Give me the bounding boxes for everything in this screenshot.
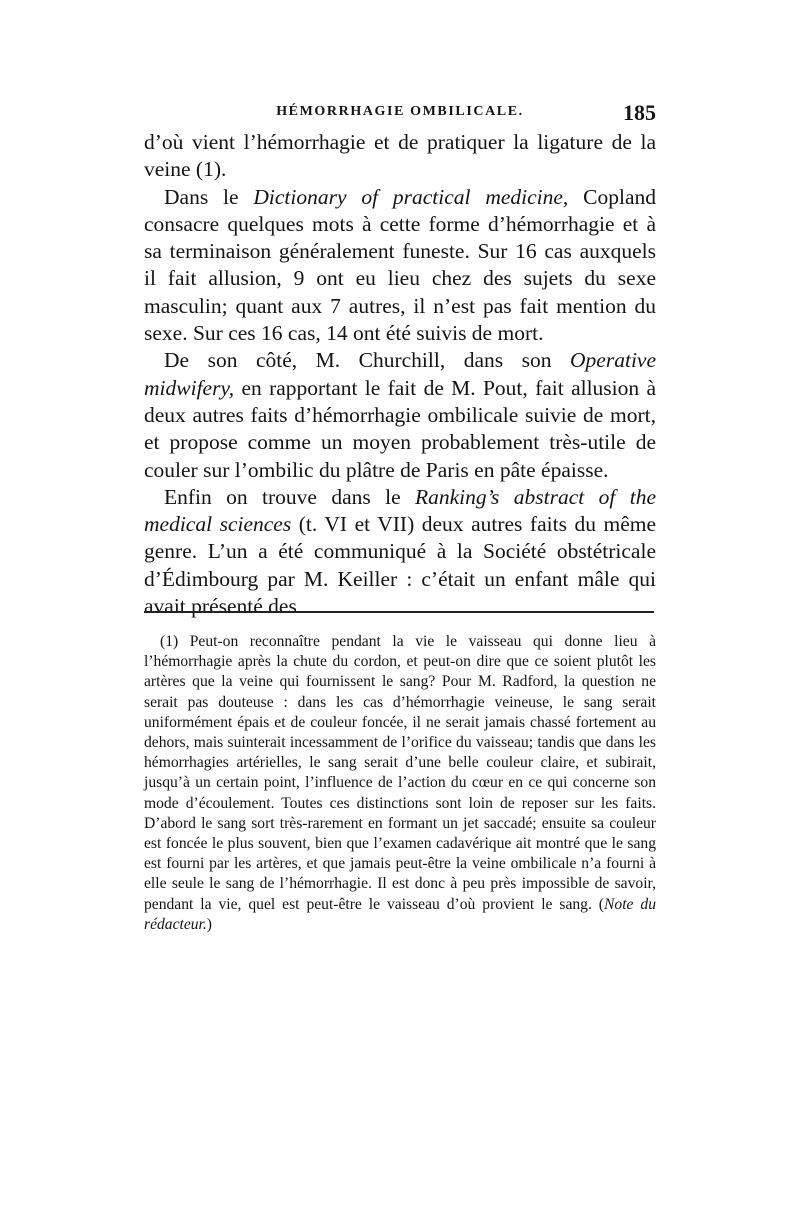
paragraph-text: Dans le bbox=[164, 184, 254, 209]
paragraph-text: (t. VI et VII) deux autres faits du même genre. L’un a été communiqué à la Société obstétricale d’Édimbourg par M. Keiller : c’était un enfant mâle qui avait présenté des bbox=[144, 512, 657, 619]
paragraph-churchill bbox=[144, 347, 656, 483]
book-title: Ranking’s abstract of the medical sciences bbox=[144, 484, 656, 537]
paragraph-text: d’où vient l’hémorrhagie et de pratiquer la ligature de la veine (1). bbox=[144, 130, 656, 182]
book-title: Dictionary of practical medicine, bbox=[253, 184, 569, 209]
editor-note-credit: Note du rédacteur. bbox=[144, 895, 657, 933]
book-title: Operative midwifery, bbox=[144, 348, 656, 400]
paragraph-text: en rapportant le fait de M. Pout, fait allusion à deux autres faits d’hémorrhagie ombilicale suivie de mort, et propose comme un moyen probablement très-utile de couler sur l’ombilic du plâtre de Paris en pâte épaisse. bbox=[144, 375, 656, 482]
footnote-close: ) bbox=[206, 915, 212, 933]
footnote-paragraph bbox=[144, 632, 656, 935]
paragraph-text: De son côté, M. Churchill, dans son bbox=[164, 348, 571, 373]
paragraph-continuation bbox=[144, 129, 656, 184]
paragraph-text: Copland consacre quelques mots à cette forme d’hémorrhagie et à sa terminaison généralement funeste. Sur 16 cas auxquels il fait allusion, 9 ont eu lieu chez des sujets du sexe masculin; quant aux 7 autres, il n’est pas fait mention du sexe. Sur ces 16 cas, 14 ont été suivis de mort. bbox=[144, 184, 656, 346]
running-head bbox=[144, 100, 656, 124]
footnote bbox=[144, 632, 656, 935]
running-title: HÉMORRHAGIE OMBILICALE. bbox=[276, 104, 524, 119]
paragraph-copland bbox=[144, 184, 656, 348]
paragraph-ranking bbox=[144, 484, 656, 620]
page-number: 185 bbox=[623, 100, 656, 125]
footnote-divider bbox=[144, 611, 654, 613]
paragraph-text: Enfin on trouve dans le bbox=[164, 484, 415, 509]
main-text bbox=[144, 129, 656, 620]
footnote-text: (1) Peut-on reconnaître pendant la vie le vaisseau qui donne lieu à l’hémorrhagie après la chute du cordon, et peut-on dire que ce soient plutôt les artères que la veine qui fournissent le sang? Pour M. Radford, la question ne serait pas douteuse : dans les cas d’hémorrhagie veineuse, le sang serait uniformément épais et de couleur foncée, il ne serait jamais chassé fortement au dehors, mais suinterait incessamment de l’orifice du vaisseau; tandis que dans les hémorrhagies artérielles, le sang serait d’une belle couleur claire, et subirait, jusqu’à un certain point, l’influence de l’action du cœur en ce qui concerne son mode d’écoulement. Toutes ces distinctions sont loin de reposer sur les faits. D’abord le sang sort très-rarement en formant un jet saccadé; ensuite sa couleur est foncée le plus souvent, bien que l’examen cadavérique ait montré que le sang est fourni par les artères, et que jamais peut-être la veine ombilicale n’a fourni à elle seule le sang de l’hémorrhagie. Il est donc à peu près impossible de savoir, pendant la vie, quel est peut-être le vaisseau d’où provient le sang. ( bbox=[144, 633, 656, 913]
